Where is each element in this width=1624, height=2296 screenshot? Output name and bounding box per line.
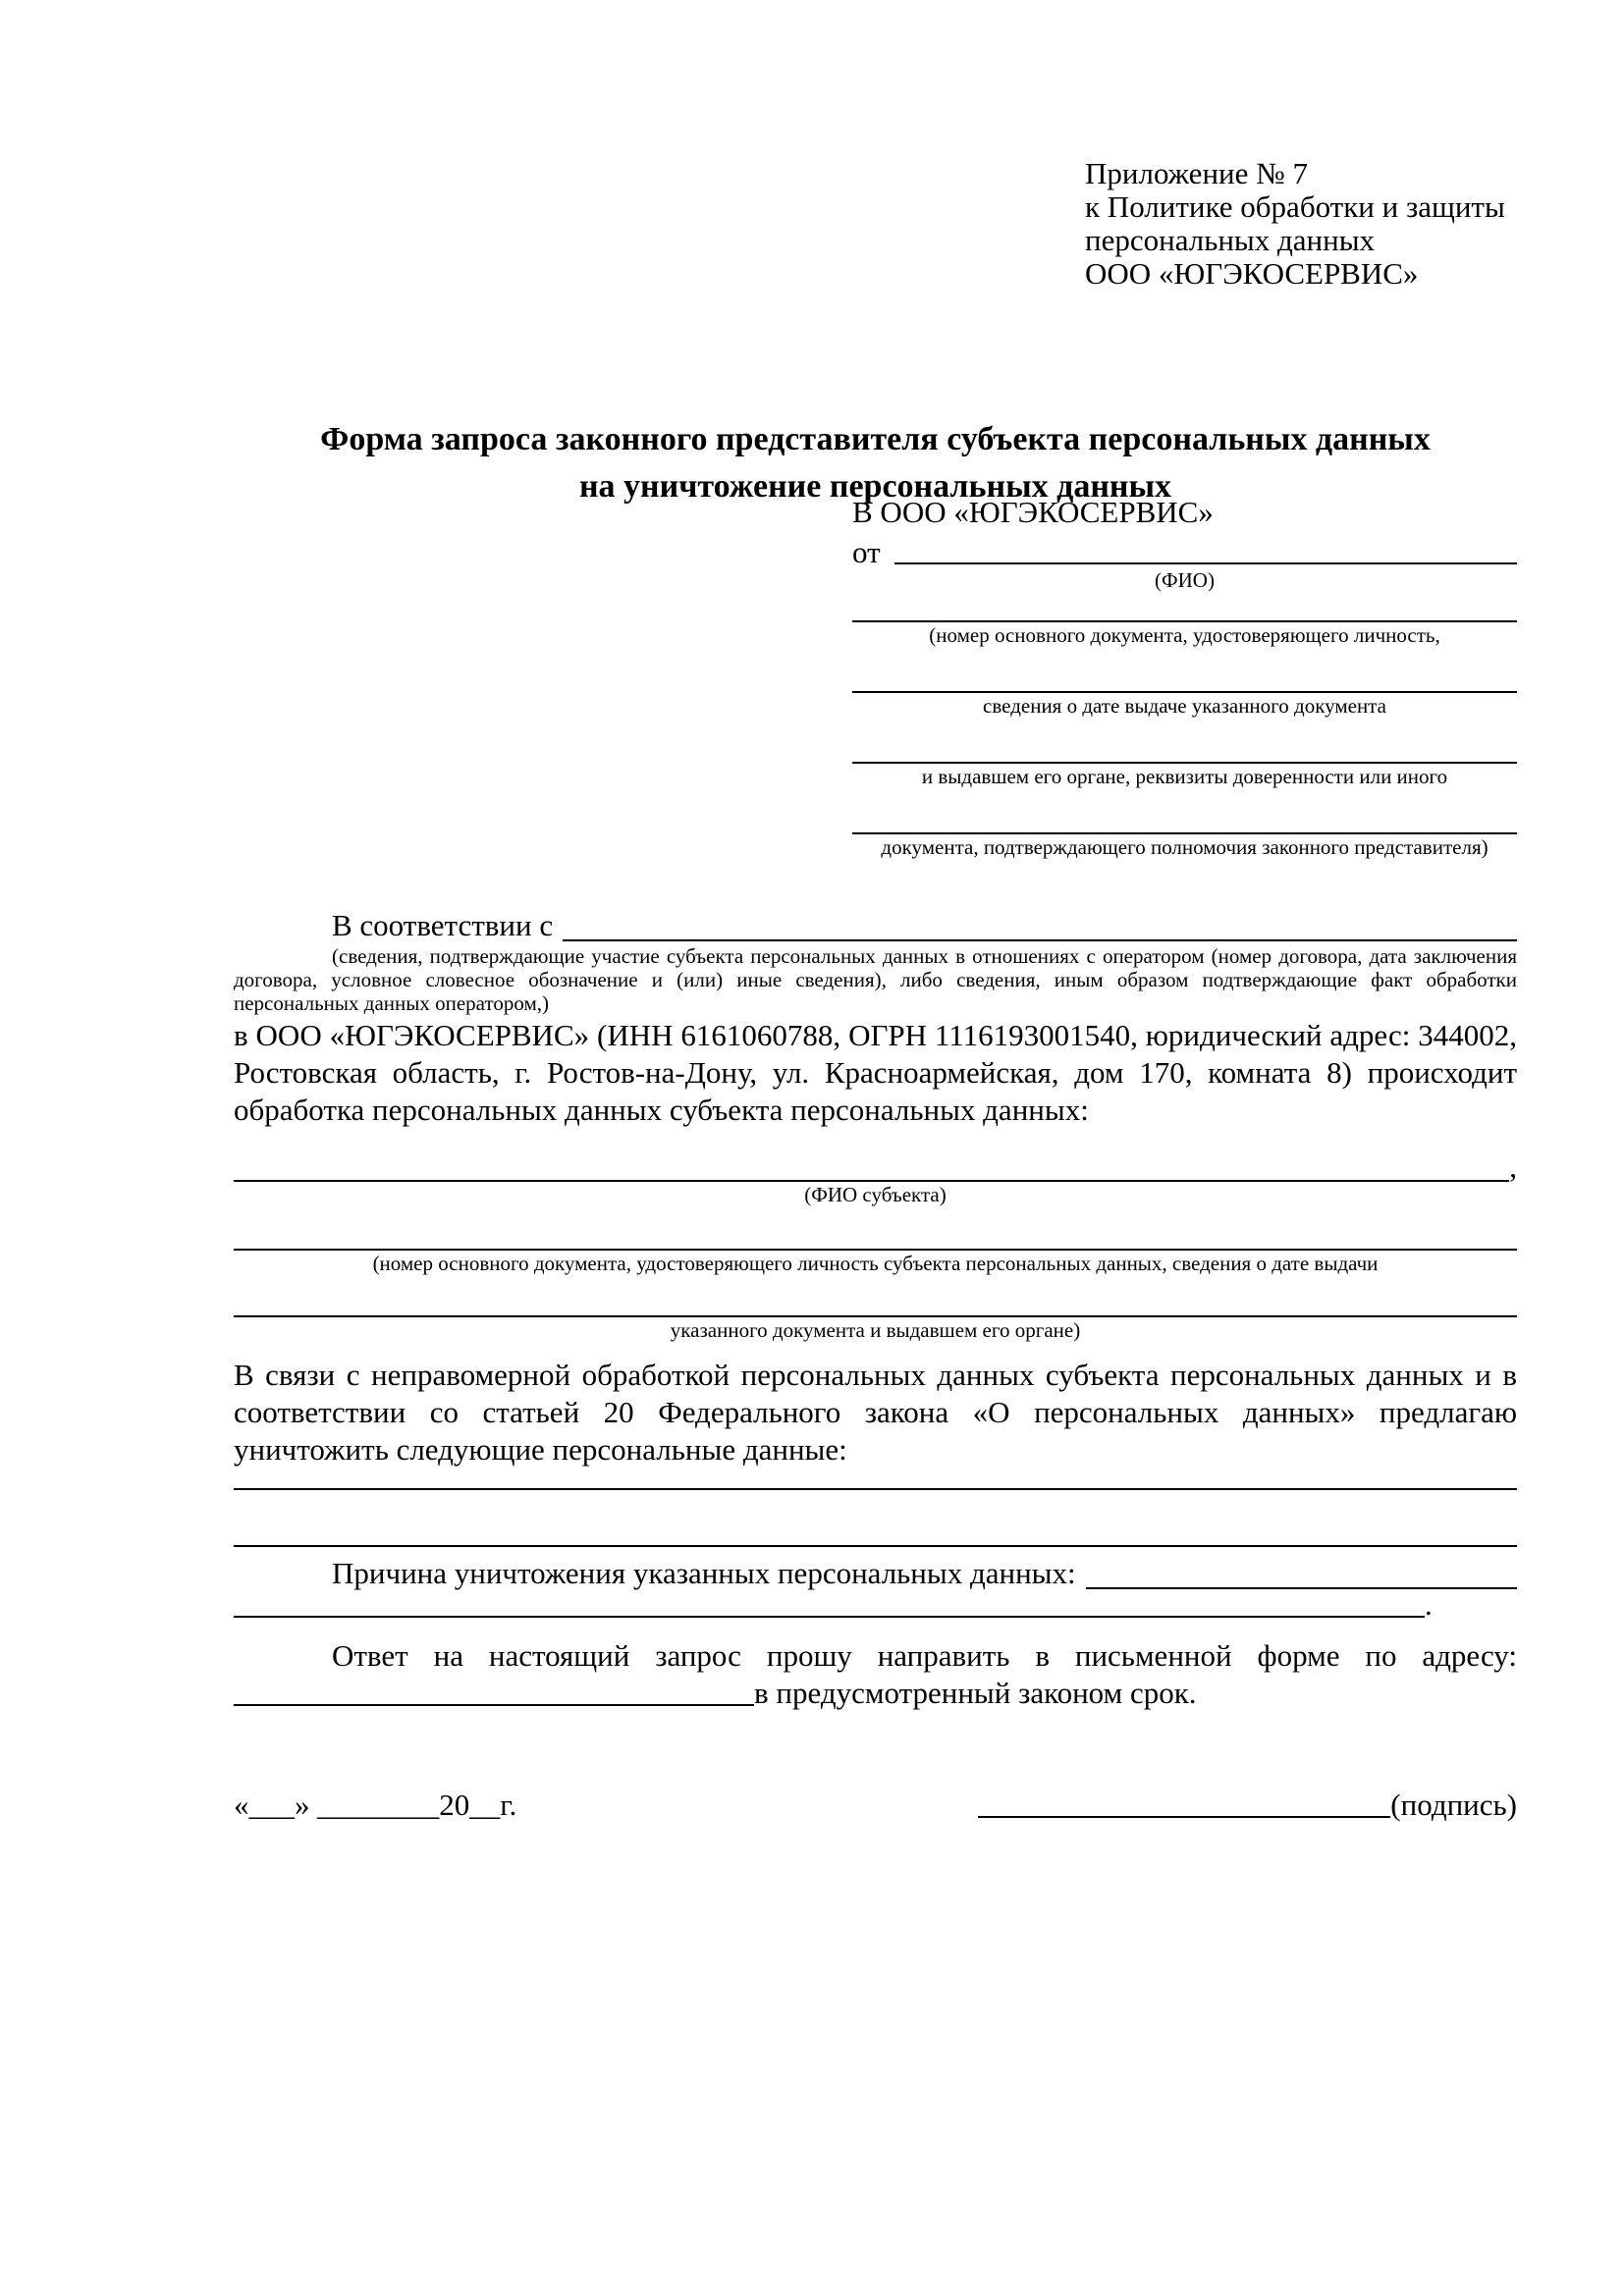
subject-doc-caption: (номер основного документа, удостоверяющего личность субъекта персональных данных, сведения о дате выдачи bbox=[372, 1252, 1379, 1275]
reason-continuation-row bbox=[234, 1587, 1517, 1622]
subject-doc-row bbox=[234, 1315, 1517, 1343]
appendix-line: Приложение № 7 bbox=[1085, 156, 1308, 190]
answer-address-row bbox=[234, 1675, 1517, 1712]
blank-line-row bbox=[852, 691, 1517, 719]
accordance-fill-line bbox=[563, 907, 1517, 941]
blank-line-row bbox=[852, 762, 1517, 789]
blank-line-caption: и выдавшем его органе, реквизиты доверенности или иного bbox=[921, 765, 1448, 788]
blank-line-row bbox=[852, 832, 1517, 860]
accordance-label: В соответствии с bbox=[332, 908, 554, 942]
accordance-row bbox=[234, 907, 1517, 944]
subject-doc-caption: указанного документа и выдавшем его органе) bbox=[670, 1318, 1081, 1342]
appendix-line: персональных данных bbox=[1085, 223, 1376, 257]
answer-sentence: Ответ на настоящий запрос прошу направить в письменной форме по адресу: bbox=[332, 1638, 1517, 1673]
accordance-footnote: (сведения, подтверждающие участие субъекта персональных данных в отношениях с оператором (номер договора, дата заключения договора, условное словесное обозначение и (или) иные сведения), либо сведения, иным образом подтверждающие факт обработки персональных данных оператором,) bbox=[234, 944, 1517, 1015]
from-fill-line bbox=[894, 538, 1517, 564]
blank-line-caption: сведения о дате выдаче указанного документа bbox=[983, 694, 1386, 718]
document-content bbox=[234, 0, 1517, 1824]
footer-row bbox=[234, 1787, 1517, 1824]
blank-line-row bbox=[852, 620, 1517, 648]
demand-paragraph: В связи с неправомерной обработкой персональных данных субъекта персональных данных и в соответствии со статьей 20 Федерального закона «О персональных данных» предлагаю уничтожить следующие персональные данные: bbox=[234, 1358, 1517, 1467]
blank-line-caption: документа, подтверждающего полномочия законного представителя) bbox=[881, 835, 1489, 859]
appendix-block bbox=[1085, 157, 1517, 291]
appendix-line: к Политике обработки и защиты bbox=[1085, 189, 1505, 224]
address-fill-line bbox=[234, 1675, 754, 1706]
from-row bbox=[852, 535, 1517, 569]
signature-caption: (подпись) bbox=[1390, 1788, 1517, 1822]
signature-fill-line bbox=[978, 1787, 1390, 1818]
reason-fill-line bbox=[1086, 1555, 1517, 1589]
date-line: «___» ________20__г. bbox=[234, 1788, 517, 1822]
document-title-line1: Форма запроса законного представителя субъекта персональных данных bbox=[320, 421, 1431, 457]
answer-tail: в предусмотренный законом срок. bbox=[754, 1676, 1197, 1710]
reason-label: Причина уничтожения указанных персональных данных: bbox=[332, 1556, 1076, 1590]
reason-row bbox=[234, 1555, 1517, 1592]
subject-doc-row bbox=[234, 1249, 1517, 1276]
subject-fio-caption: (ФИО субъекта) bbox=[804, 1183, 947, 1206]
operator-paragraph: в ООО «ЮГЭКОСЕРВИС» (ИНН 6161060788, ОГРН 1116193001540, юридический адрес: 344002, Ростовская область, г. Ростов-на-Дону, ул. Красноармейская, дом 170, комната 8) происходит обработка персональных данных субъекта персональных данных: bbox=[234, 1018, 1517, 1127]
reason-period: . bbox=[1425, 1587, 1433, 1622]
blank-line bbox=[234, 1488, 1517, 1490]
blank-line bbox=[234, 1545, 1517, 1547]
document-title-line2: на уничтожение персональных данных bbox=[578, 468, 1172, 505]
signature-area bbox=[978, 1787, 1517, 1824]
addressee-org: В ООО «ЮГЭКОСЕРВИС» bbox=[852, 495, 1214, 529]
blank-line bbox=[234, 1590, 1425, 1618]
appendix-line: ООО «ЮГЭКОСЕРВИС» bbox=[1085, 256, 1419, 291]
from-label: от bbox=[852, 535, 881, 569]
fio-caption: (ФИО) bbox=[1155, 568, 1215, 592]
blank-line-caption: (номер основного документа, удостоверяющего личность, bbox=[929, 623, 1440, 647]
subject-fio-row bbox=[234, 1149, 1517, 1184]
subject-fio-comma: , bbox=[1509, 1149, 1517, 1184]
addressee-block bbox=[852, 495, 1517, 860]
